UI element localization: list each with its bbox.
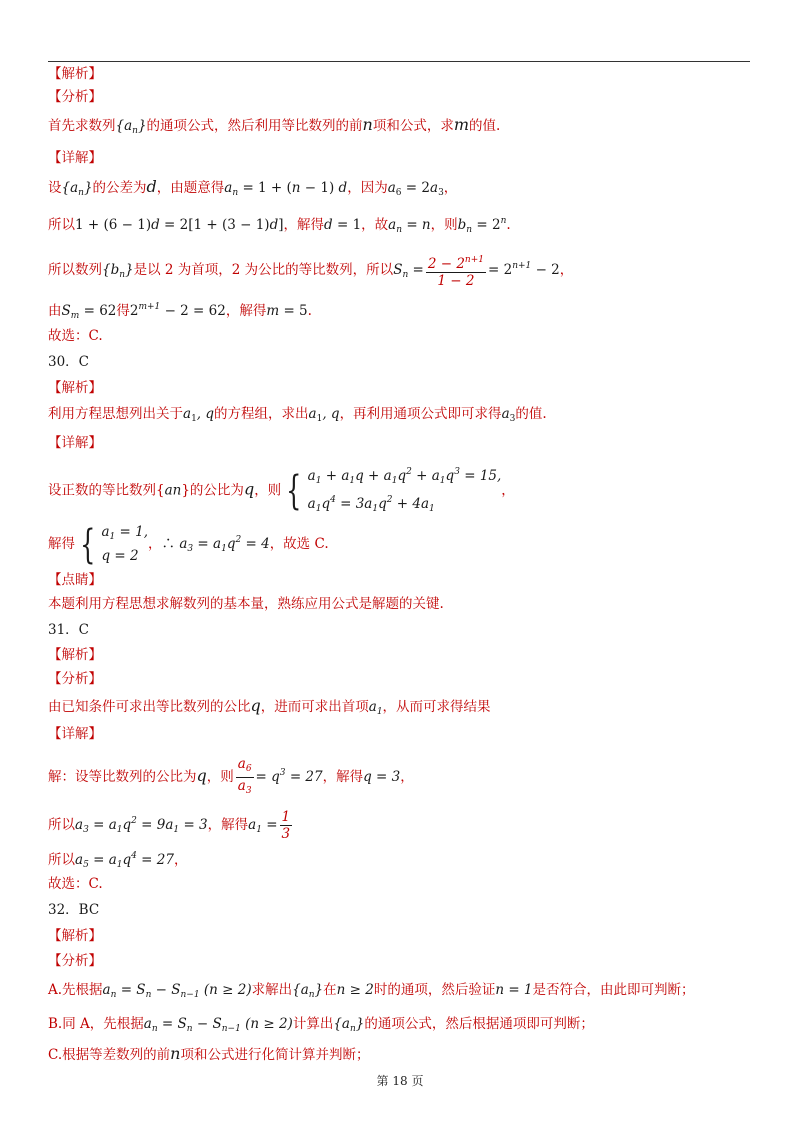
q29-choose: 故选：C. [48,328,103,344]
q31-detail-line3: 所以$a_5 = a_1q^4 = 27$， [48,851,188,870]
tag-jiexi: 【解析】 [48,928,102,944]
q29-analysis: 首先求数列$\{a_n\}$的通项公式，然后利用等比数列的前n项和公式，求m的值. [48,115,501,136]
tag-xiangjie: 【详解】 [48,435,102,451]
header-rule [48,61,750,62]
tag-fenxi: 【分析】 [48,953,102,969]
q31-choose: 故选：C. [48,876,103,892]
fraction: $\frac{1}{3}$ [281,809,291,842]
q31-detail-line2: 所以$a_3 = a_1q^2 = 9a_1 = 3$，解得$a_1$ = $\frac{1}{3}$ [48,809,291,842]
q32-analysis-a: A.先根据$a_n = S_n - S_{n-1}$ (n ≥ 2)求解出$\{a_n\}$在n ≥ 2时的通项，然后验证n = 1是否符合，由此即可判断； [48,982,695,1000]
q29-detail-line1: 设$\{a_n\}$的公差为d，由题意得$a_n = 1 + (n - 1)$ d，因为$a_6 = 2a_3$， [48,177,458,198]
fraction: $\frac{a_6}{a_3}$ [237,756,252,796]
q29-detail-line4: 由$S_m = 62$得$2^{m+1} - 2 = 62$，解得m = 5. [48,302,312,321]
q29-detail-line3: 所以数列$\{b_n\}$是以 2 为首项，2 为公比的等比数列，所以$S_n$ = $\frac{2 - 2^{n+1}}{1 - 2}$ = $2^{n+1} - 2$， [48,252,573,289]
tag-fenxi: 【分析】 [48,89,102,105]
equation-system: { $a_1 + a_1q + a_1q^2 + a_1q^3 = 15$, $a_1q^4 = 3a_1q^2 + 4a_1$ [286,467,502,514]
q30-detail-line2: 解得 { $a_1 = 1$, q = 2 ，∴ $a_3 = a_1q^2 = 4$，故选 C. [48,521,329,568]
q30-analysis: 利用方程思想列出关于$a_1$, q的方程组，求出$a_1$, q，再利用通项公式即可求得$a_3$的值. [48,406,547,424]
tag-jiexi: 【解析】 [48,380,102,396]
q32-analysis-b: B.同 A，先根据$a_n = S_n - S_{n-1}$ (n ≥ 2)计算出$\{a_n\}$的通项公式，然后根据通项即可判断； [48,1016,594,1034]
q30-detail-line1: 设正数的等比数列{an}的公比为q，则 { $a_1 + a_1q + a_1q^2 + a_1q^3 = 15$, $a_1q^4 = 3a_1q^2 + 4a_1$ ， [48,463,515,519]
solution-system: { $a_1 = 1$, q = 2 [80,521,149,568]
tag-xiangjie: 【详解】 [48,150,102,166]
q29-detail-line2: 所以1 + (6 − 1)d = 2[1 + (3 − 1)d]，解得d = 1，故$a_n = n$，则$b_n = 2^n$. [48,216,511,235]
q31-heading: 31．C [48,622,90,638]
q30-heading: 30．C [48,354,90,370]
tag-dianjing: 【点睛】 [48,572,102,588]
q31-detail-line1: 解：设等比数列的公比为q，则 $\frac{a_6}{a_3}$ = $q^3 = 27$，解得q = 3， [48,753,414,799]
tag-xiangjie: 【详解】 [48,726,102,742]
q32-analysis-c: C.根据等差数列的前n项和公式进行化简计算并判断； [48,1044,370,1063]
fraction: $\frac{2 - 2^{n+1}}{1 - 2}$ [426,252,486,289]
page-number: 第 18 页 [376,1074,424,1088]
tag-fenxi: 【分析】 [48,671,102,687]
tag-jiexi: 【解析】 [48,647,102,663]
q30-remark: 本题利用方程思想求解数列的基本量，熟练应用公式是解题的关键. [48,596,444,612]
q32-heading: 32．BC [48,902,100,918]
tag-jiexi: 【解析】 [48,66,102,82]
q31-analysis: 由已知条件可求出等比数列的公比q，进而可求出首项$a_1$，从而可求得结果 [48,696,491,717]
